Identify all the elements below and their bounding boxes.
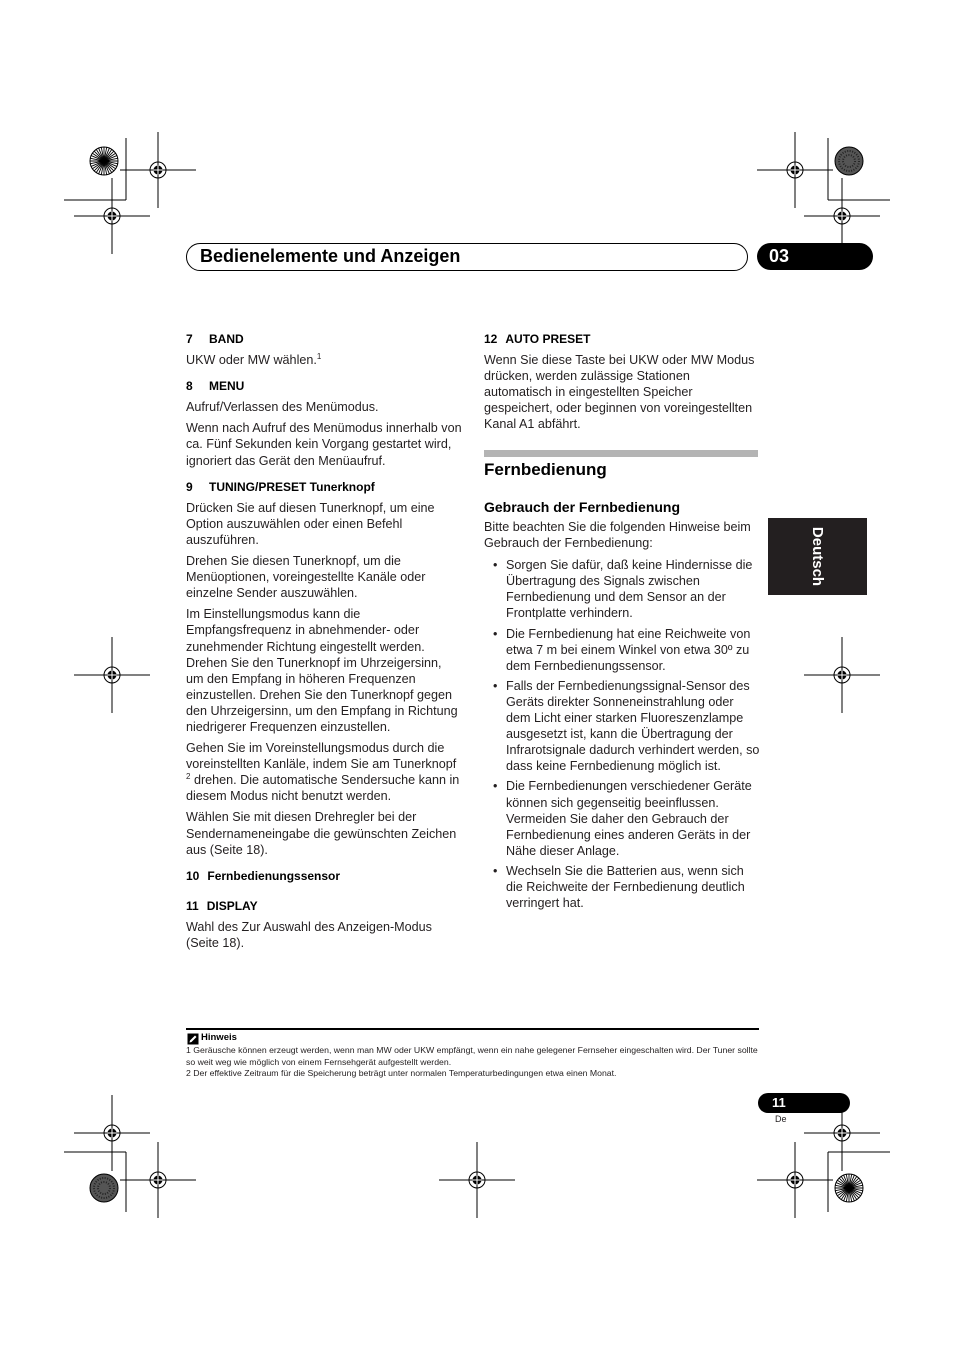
note-label: Hinweis bbox=[201, 1032, 237, 1043]
right-column-top bbox=[484, 331, 760, 438]
language-tab-label: Deutsch bbox=[809, 526, 826, 587]
item-9-text-2: Drehen Sie diesen Tunerknopf, um die Menüoptionen, voreingestellte Kanäle oder einzelne Sender auszuwählen. bbox=[186, 554, 426, 601]
list-item: • Sorgen Sie dafür, daß keine Hindernisse die Übertragung des Signals zwischen Fernbedienung und dem Sensor an der Frontplatte verhindern. bbox=[484, 557, 760, 621]
item-8-heading: 8 MENU bbox=[186, 379, 245, 394]
note-icon bbox=[187, 1033, 199, 1045]
item-9-text-3: Im Einstellungsmodus kann die Empfangsfrequenz in abnehmender- oder zunehmender Richtung eingestellt werden. Drehen Sie den Tunerknopf im Uhrzeigersinn, um den Empfang in höheren Frequenzen einzustellen. Drehen Sie den Tunerknopf gegen den Uhrzeigersinn, um den Empfang in Richtung niedrigerer Frequenzen einzustellen. bbox=[186, 607, 458, 734]
item-8-text-2: Wenn nach Aufruf des Menümodus innerhalb von ca. Fünf Sekunden kein Vorgang gestartet wird, ignoriert das Gerät den Menüaufruf. bbox=[186, 421, 462, 468]
item-9-heading: 9 TUNING/PRESET Tunerknopf bbox=[186, 479, 375, 494]
footnote-2: 2 Der effektive Zeitraum für die Speicherung beträgt unter normalen Temperaturbedingungen etwa einen Monat. bbox=[186, 1068, 617, 1078]
item-9-text-4: Gehen Sie im Voreinstellungsmodus durch die voreinstellten Kanläle, indem Sie am Tunerknopf $^2$ drehen. Die automatische Sendersuche kann in diesem Modus nicht benutzt werden. bbox=[186, 741, 460, 804]
item-9-text-1: Drücken Sie auf diesen Tunerknopf, um eine Option auszuwählen oder einen Befehl auszuführen. bbox=[186, 500, 435, 547]
footnote-1: 1 Geräusche können erzeugt werden, wenn man MW oder UKW empfängt, wenn ein nahe gelegener Fernseher eingeschalten wird. Der Tuner sollte so weit weg wie möglich von einem Fernsehgerät aufgestellt werden. bbox=[186, 1045, 758, 1067]
item-7-text: UKW oder MW wählen.$^1$ bbox=[186, 351, 322, 368]
footnote-rule bbox=[186, 1028, 759, 1030]
subsection-title: Gebrauch der Fernbedienung bbox=[484, 499, 681, 515]
item-8-text-1: Aufruf/Verlassen des Menümodus. bbox=[186, 400, 379, 415]
hint-list bbox=[484, 557, 760, 911]
item-11-heading: 11 DISPLAY bbox=[186, 898, 258, 913]
left-column bbox=[186, 331, 462, 956]
list-item: • Die Fernbedienung hat eine Reichweite von etwa 7 m bei einem Winkel von etwa 30º zu dem Fernbedienungssensor. bbox=[484, 626, 760, 674]
item-12-heading: 12 AUTO PRESET bbox=[484, 332, 591, 346]
page-language: De bbox=[775, 1114, 787, 1124]
section-divider bbox=[484, 450, 758, 457]
page-number: 11 bbox=[758, 1093, 850, 1113]
item-10-heading: 10 Fernbedienungssensor bbox=[186, 868, 341, 883]
right-column-body bbox=[484, 519, 760, 915]
intro-text: Bitte beachten Sie die folgenden Hinweise beim Gebrauch der Fernbedienung: bbox=[484, 520, 751, 551]
chapter-title: Bedienelemente und Anzeigen bbox=[200, 246, 461, 266]
item-9-text-5: Wählen Sie mit diesen Drehregler bei der Sendernameneingabe die gewünschten Zeichen aus (Seite 18). bbox=[186, 810, 457, 857]
list-item: • Die Fernbedienungen verschiedener Geräte können sich gegenseitig beeinflussen. Vermeiden Sie daher den Gebrauch der Fernbedienung eines anderen Geräts in der Nähe dieser Anlage. bbox=[484, 778, 760, 858]
list-item: • Wechseln Sie die Batterien aus, wenn sich die Reichweite der Fernbedienung deutlich verringert hat. bbox=[484, 863, 760, 911]
chapter-number: 03 bbox=[757, 243, 873, 270]
item-7-heading: 7 BAND bbox=[186, 332, 244, 346]
list-item: • Falls der Fernbedienungssignal-Sensor des Geräts direkter Sonneneinstrahlung oder dem Licht einer starken Fluoreszenzlampe ausgesetzt ist, kann die Übertragung der Infrarotsignale dadurch verhindert werden, so dass keine Fernbedienung möglich ist. bbox=[484, 678, 760, 775]
item-11-text: Wahl des Zur Auswahl des Anzeigen-Modus (Seite 18). bbox=[186, 919, 432, 950]
footnotes bbox=[186, 1045, 760, 1080]
item-12-text: Wenn Sie diese Taste bei UKW oder MW Modus drücken, werden zulässige Stationen automatisch in eingestellten Speicher gespeichert, oder beginnen von voreingestellten Kanal A1 abfährt. bbox=[484, 353, 755, 432]
section-title: Fernbedienung bbox=[484, 460, 607, 479]
